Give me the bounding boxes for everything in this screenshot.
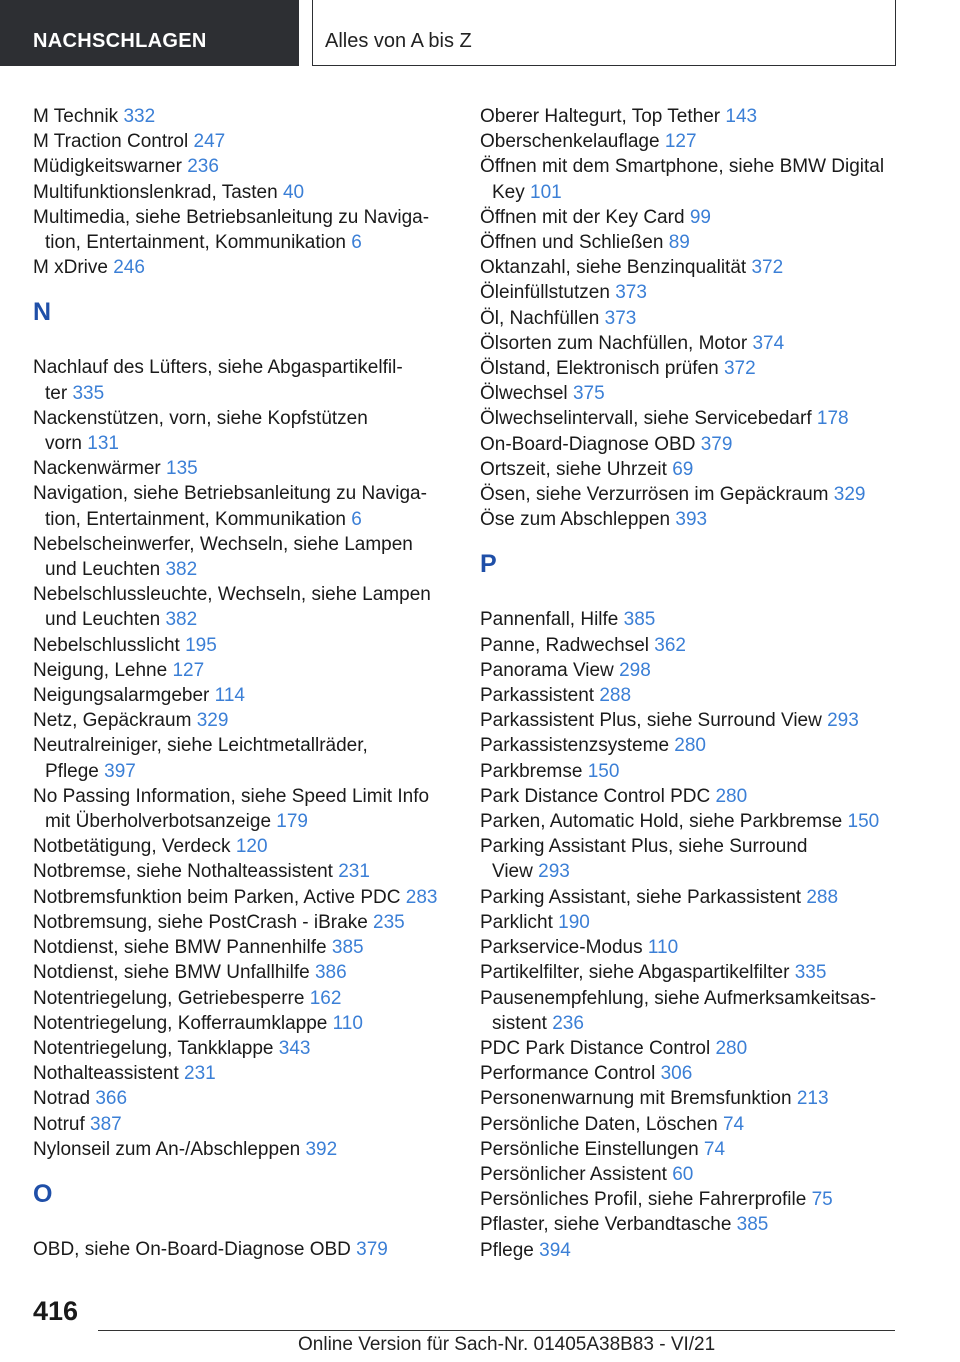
index-letter-heading: N [33,298,52,327]
index-term: Notdienst, siehe BMW Unfallhilfe [33,962,310,984]
page-reference-link[interactable]: 283 [405,886,438,908]
index-entry [480,356,900,381]
index-term: Öse zum Abschleppen [480,509,671,531]
page-reference-link[interactable]: 332 [123,106,156,127]
index-entry [480,381,900,406]
page-header [0,0,960,66]
index-term-continuation: View [492,861,533,883]
index-entry [480,910,900,935]
index-term: Partikelfilter, siehe Abgaspartikelfilter [480,962,790,984]
index-entry [33,633,448,658]
index-entry [33,1036,448,1061]
index-entry [33,532,448,582]
index-term: M Technik [33,106,119,127]
page-reference-link[interactable]: 373 [604,307,637,329]
index-term: Parklicht [480,911,553,933]
page-reference-link[interactable]: 127 [664,131,697,153]
index-term: Personenwarnung mit Bremsfunktion [480,1088,792,1110]
page-reference-link[interactable]: 329 [833,484,866,506]
page-reference-link[interactable]: 374 [752,332,785,354]
index-entry [33,355,448,405]
index-entry [480,1061,900,1086]
index-term: Nackenwärmer [33,458,161,480]
page-reference-link[interactable]: 280 [674,735,706,757]
index-term: Parkassistent Plus, siehe Surround View [480,710,822,732]
page-reference-link[interactable]: 179 [276,811,308,833]
index-entry [33,129,448,154]
page-reference-link[interactable]: 293 [827,710,859,732]
index-term: Müdigkeitswarner [33,156,182,178]
index-entry [480,457,900,482]
index-entry [33,986,448,1011]
index-term: Notentriegelung, Kofferraumklappe [33,1012,328,1034]
page-reference-link[interactable]: 246 [113,257,145,279]
index-entry [480,129,900,154]
index-term: Pannenfall, Hilfe [480,609,619,631]
page-reference-link[interactable]: 190 [558,911,590,933]
index-entry [480,154,900,204]
page-reference-link[interactable]: 382 [165,559,198,581]
index-term: Öffnen und Schließen [480,232,664,254]
index-entry [480,1238,900,1263]
index-term-continuation: Key [492,181,525,203]
index-term-continuation: sistent [492,1012,547,1034]
page-reference-link[interactable]: 386 [314,962,347,984]
index-term: Notentriegelung, Getriebesperre [33,987,305,1009]
index-term: Parkbremse [480,760,583,782]
page-reference-link[interactable]: 74 [703,1138,726,1160]
index-entry [480,230,900,255]
index-term: Persönlicher Assistent [480,1163,667,1185]
index-column-left [33,104,448,1262]
index-entry [33,683,448,708]
index-term: Ösen, siehe Verzurrösen im Gepäckraum [480,484,829,506]
page-reference-link[interactable]: 150 [847,811,880,833]
page-reference-link[interactable]: 288 [599,685,632,707]
page-reference-link[interactable]: 6 [351,232,362,254]
index-term: Multifunktionslenkrad, Tasten [33,181,278,203]
index-term: Nothalteassistent [33,1063,179,1085]
page-reference-link[interactable]: 195 [185,634,217,656]
index-term: Panne, Radwechsel [480,634,649,656]
index-term: Ölstand, Elektronisch prüfen [480,358,719,380]
page-reference-link[interactable]: 397 [104,760,136,782]
index-entry [480,406,900,431]
page-reference-link[interactable]: 69 [672,458,694,480]
index-term-continuation: Pflege [45,760,99,782]
index-term-continuation: tion, Entertainment, Kommunikation [45,508,346,530]
index-entry [480,834,900,884]
page-reference-link[interactable]: 379 [700,433,733,455]
page-reference-link[interactable]: 60 [672,1163,694,1185]
index-term: Navigation, siehe Betriebsanleitung zu Naviga- [33,483,427,505]
page-reference-link[interactable]: 178 [816,408,849,430]
index-term: Nebelscheinwerfer, Wechseln, siehe Lampen [33,533,413,555]
index-term: Öl, Nachfüllen [480,307,600,329]
index-entry [33,859,448,884]
page-reference-link[interactable]: 306 [660,1063,693,1085]
index-term: Pausenempfehlung, siehe Aufmerksamkeitsas- [480,987,877,1009]
page-reference-link[interactable]: 236 [187,156,219,178]
index-term: Park Distance Control PDC [480,785,711,807]
index-entry [480,809,900,834]
index-term-continuation: vorn [45,433,82,455]
index-term-continuation: mit Überholverbotsanzeige [45,811,272,833]
index-entry [480,1137,900,1162]
index-entry [480,633,900,658]
page-reference-link[interactable]: 335 [72,382,105,404]
page-reference-link[interactable]: 127 [172,659,205,681]
index-entry [480,1086,900,1111]
index-term: Öffnen mit der Key Card [480,206,685,228]
index-entry [480,759,900,784]
index-term: OBD, siehe On-Board-Diagnose OBD [33,1238,351,1260]
page-reference-link[interactable]: 385 [331,937,364,959]
index-term: Öleinfüllstutzen [480,282,610,304]
page-reference-link[interactable]: 366 [95,1088,128,1110]
index-entry [480,708,900,733]
index-term: Notbremse, siehe Nothalteassistent [33,861,333,883]
index-entry [33,406,448,456]
page-reference-link[interactable]: 280 [715,785,748,807]
index-letter-heading: P [480,550,497,579]
index-term: Oberschenkelauflage [480,131,660,153]
page-reference-link[interactable]: 379 [356,1238,388,1260]
index-entry [480,104,900,129]
page-reference-link[interactable]: 280 [715,1037,748,1059]
index-entry [480,733,900,758]
index-entry [480,1212,900,1237]
index-entry [480,1187,900,1212]
page-reference-link[interactable]: 247 [193,131,226,153]
page-reference-link[interactable]: 6 [351,508,362,530]
index-term: PDC Park Distance Control [480,1037,711,1059]
index-term: Notbetätigung, Verdeck [33,836,231,858]
index-term: Performance Control [480,1063,656,1085]
index-entry [33,1086,448,1111]
index-term: Parking Assistant Plus, siehe Surround [480,836,808,858]
page-reference-link[interactable]: 101 [530,181,562,203]
index-entry [480,935,900,960]
index-term: On-Board-Diagnose OBD [480,433,696,455]
index-entry [33,104,448,129]
page-reference-link[interactable]: 385 [736,1214,769,1236]
index-entry [33,708,448,733]
index-entry [33,935,448,960]
index-entry [33,481,448,531]
index-column-right [480,104,900,1263]
index-entry [480,658,900,683]
page-reference-link[interactable]: 74 [722,1113,745,1135]
index-entry [33,658,448,683]
index-entry [33,582,448,632]
index-entry [33,255,448,280]
page-reference-link[interactable]: 40 [282,181,305,203]
page-reference-link[interactable]: 335 [794,962,827,984]
page-reference-link[interactable]: 231 [184,1063,216,1085]
page-reference-link[interactable]: 343 [278,1037,311,1059]
header-gap [299,0,312,66]
index-term: Persönliche Einstellungen [480,1138,699,1160]
index-term-continuation: ter [45,382,68,404]
page-reference-link[interactable]: 131 [87,433,119,455]
index-entry [33,960,448,985]
index-term-continuation: und Leuchten [45,559,161,581]
index-term: Ölsorten zum Nachfüllen, Motor [480,332,748,354]
index-entry [33,885,448,910]
page-reference-link[interactable]: 329 [196,710,229,732]
index-entry [480,885,900,910]
index-term: Oberer Haltegurt, Top Tether [480,106,721,127]
index-term: Persönliches Profil, siehe Fahrerprofile [480,1189,807,1211]
page-reference-link[interactable]: 375 [572,383,605,405]
index-term: Notrad [33,1088,91,1110]
index-term: Parking Assistant, siehe Parkassistent [480,886,802,908]
page-reference-link[interactable]: 235 [373,911,405,933]
index-term: Parken, Automatic Hold, siehe Parkbremse [480,811,843,833]
page-number: 416 [33,1296,79,1326]
index-term: Nachlauf des Lüfters, siehe Abgaspartikelfil- [33,357,403,379]
index-entry [480,784,900,809]
index-entry [480,331,900,356]
page-reference-link[interactable]: 394 [539,1239,571,1261]
page-reference-link[interactable]: 213 [796,1088,829,1110]
footer-divider [98,1330,895,1331]
page-reference-link[interactable]: 372 [723,358,756,380]
index-term: Notbremsfunktion beim Parken, Active PDC [33,886,401,908]
index-entry [33,456,448,481]
page-reference-link[interactable]: 392 [305,1138,338,1160]
index-term: Neigungsalarmgeber [33,685,210,707]
page-reference-link[interactable]: 236 [552,1012,584,1034]
page-reference-link[interactable]: 288 [806,886,839,908]
index-entry [480,432,900,457]
page-reference-link[interactable]: 298 [619,659,651,681]
index-term: Multimedia, siehe Betriebsanleitung zu Naviga- [33,206,430,228]
index-entry [33,1237,448,1262]
chapter-title: Alles von A bis Z [312,0,896,66]
page-reference-link[interactable]: 372 [751,257,784,279]
index-term: Nebelschlusslicht [33,634,180,656]
index-term: Ortszeit, siehe Uhrzeit [480,458,667,480]
index-term: Nackenstützen, vorn, siehe Kopfstützen [33,407,368,429]
index-term: Notentriegelung, Tankklappe [33,1037,274,1059]
index-entry [33,205,448,255]
index-term: Öffnen mit dem Smartphone, siehe BMW Digital [480,156,885,178]
index-entry [480,986,900,1036]
index-entry [480,482,900,507]
index-entry [480,205,900,230]
index-term: Ölwechselintervall, siehe Servicebedarf [480,408,812,430]
index-entry [480,1112,900,1137]
index-term: Parkassistent [480,685,595,707]
page-reference-link[interactable]: 114 [214,685,245,707]
index-term: Notruf [33,1113,85,1135]
index-entry [33,1061,448,1086]
index-term: Oktanzahl, siehe Benzinqualität [480,257,747,279]
index-term: M Traction Control [33,131,189,153]
index-term-continuation: und Leuchten [45,609,161,631]
page-reference-link[interactable]: 293 [538,861,570,883]
index-entry [480,1162,900,1187]
index-entry [480,607,900,632]
index-entry [33,1011,448,1036]
page-reference-link[interactable]: 75 [811,1189,833,1211]
index-entry [33,784,448,834]
index-entry [480,306,900,331]
index-term: Persönliche Daten, Löschen [480,1113,718,1135]
index-entry [480,507,900,532]
index-term-continuation: tion, Entertainment, Kommunikation [45,232,346,254]
page-reference-link[interactable]: 120 [235,836,268,858]
page-reference-link[interactable]: 387 [90,1113,122,1135]
index-term: Ölwechsel [480,383,568,405]
page-reference-link[interactable]: 110 [647,937,679,959]
page-reference-link[interactable]: 99 [689,206,711,228]
index-term: Neutralreiniger, siehe Leichtmetallräder, [33,735,368,757]
index-term: Pflege [480,1239,534,1261]
index-term: Netz, Gepäckraum [33,710,192,732]
index-entry [33,733,448,783]
index-term: M xDrive [33,257,108,279]
index-entry [480,255,900,280]
index-entry [33,180,448,205]
index-entry [480,1036,900,1061]
index-entry [33,1137,448,1162]
page-reference-link[interactable]: 135 [166,458,198,480]
index-term: No Passing Information, siehe Speed Limit Info [33,785,430,807]
page-reference-link[interactable]: 150 [587,760,620,782]
index-term: Neigung, Lehne [33,659,168,681]
page-reference-link[interactable]: 89 [668,232,690,254]
page-reference-link[interactable]: 373 [615,282,647,304]
index-term: Parkservice-Modus [480,937,643,959]
page-reference-link[interactable]: 382 [165,609,198,631]
section-tab: NACHSCHLAGEN [0,0,299,66]
index-term: Nebelschlussleuchte, Wechseln, siehe Lampen [33,584,431,606]
page-reference-link[interactable]: 385 [623,609,656,631]
index-term: Parkassistenzsysteme [480,735,670,757]
page-reference-link[interactable]: 231 [338,861,370,883]
index-entry [480,960,900,985]
index-term: Nylonseil zum An-/Abschleppen [33,1138,301,1160]
index-term: Notdienst, siehe BMW Pannenhilfe [33,937,327,959]
index-entry [33,834,448,859]
page-reference-link[interactable]: 110 [332,1012,363,1034]
index-letter-heading: O [33,1179,53,1208]
page-reference-link[interactable]: 393 [675,509,708,531]
index-term: Notbremsung, siehe PostCrash - iBrake [33,911,368,933]
index-entry [33,910,448,935]
index-entry [33,154,448,179]
index-entry [33,1112,448,1137]
page-reference-link[interactable]: 162 [309,987,342,1009]
index-term: Panorama View [480,659,614,681]
footer-online-version: Online Version für Sach-Nr. 01405A38B83 - VI/21 [298,1334,716,1355]
index-entry [480,280,900,305]
page-reference-link[interactable]: 143 [725,106,758,127]
page-reference-link[interactable]: 362 [654,634,686,656]
index-entry [480,683,900,708]
index-term: Pflaster, siehe Verbandtasche [480,1214,732,1236]
